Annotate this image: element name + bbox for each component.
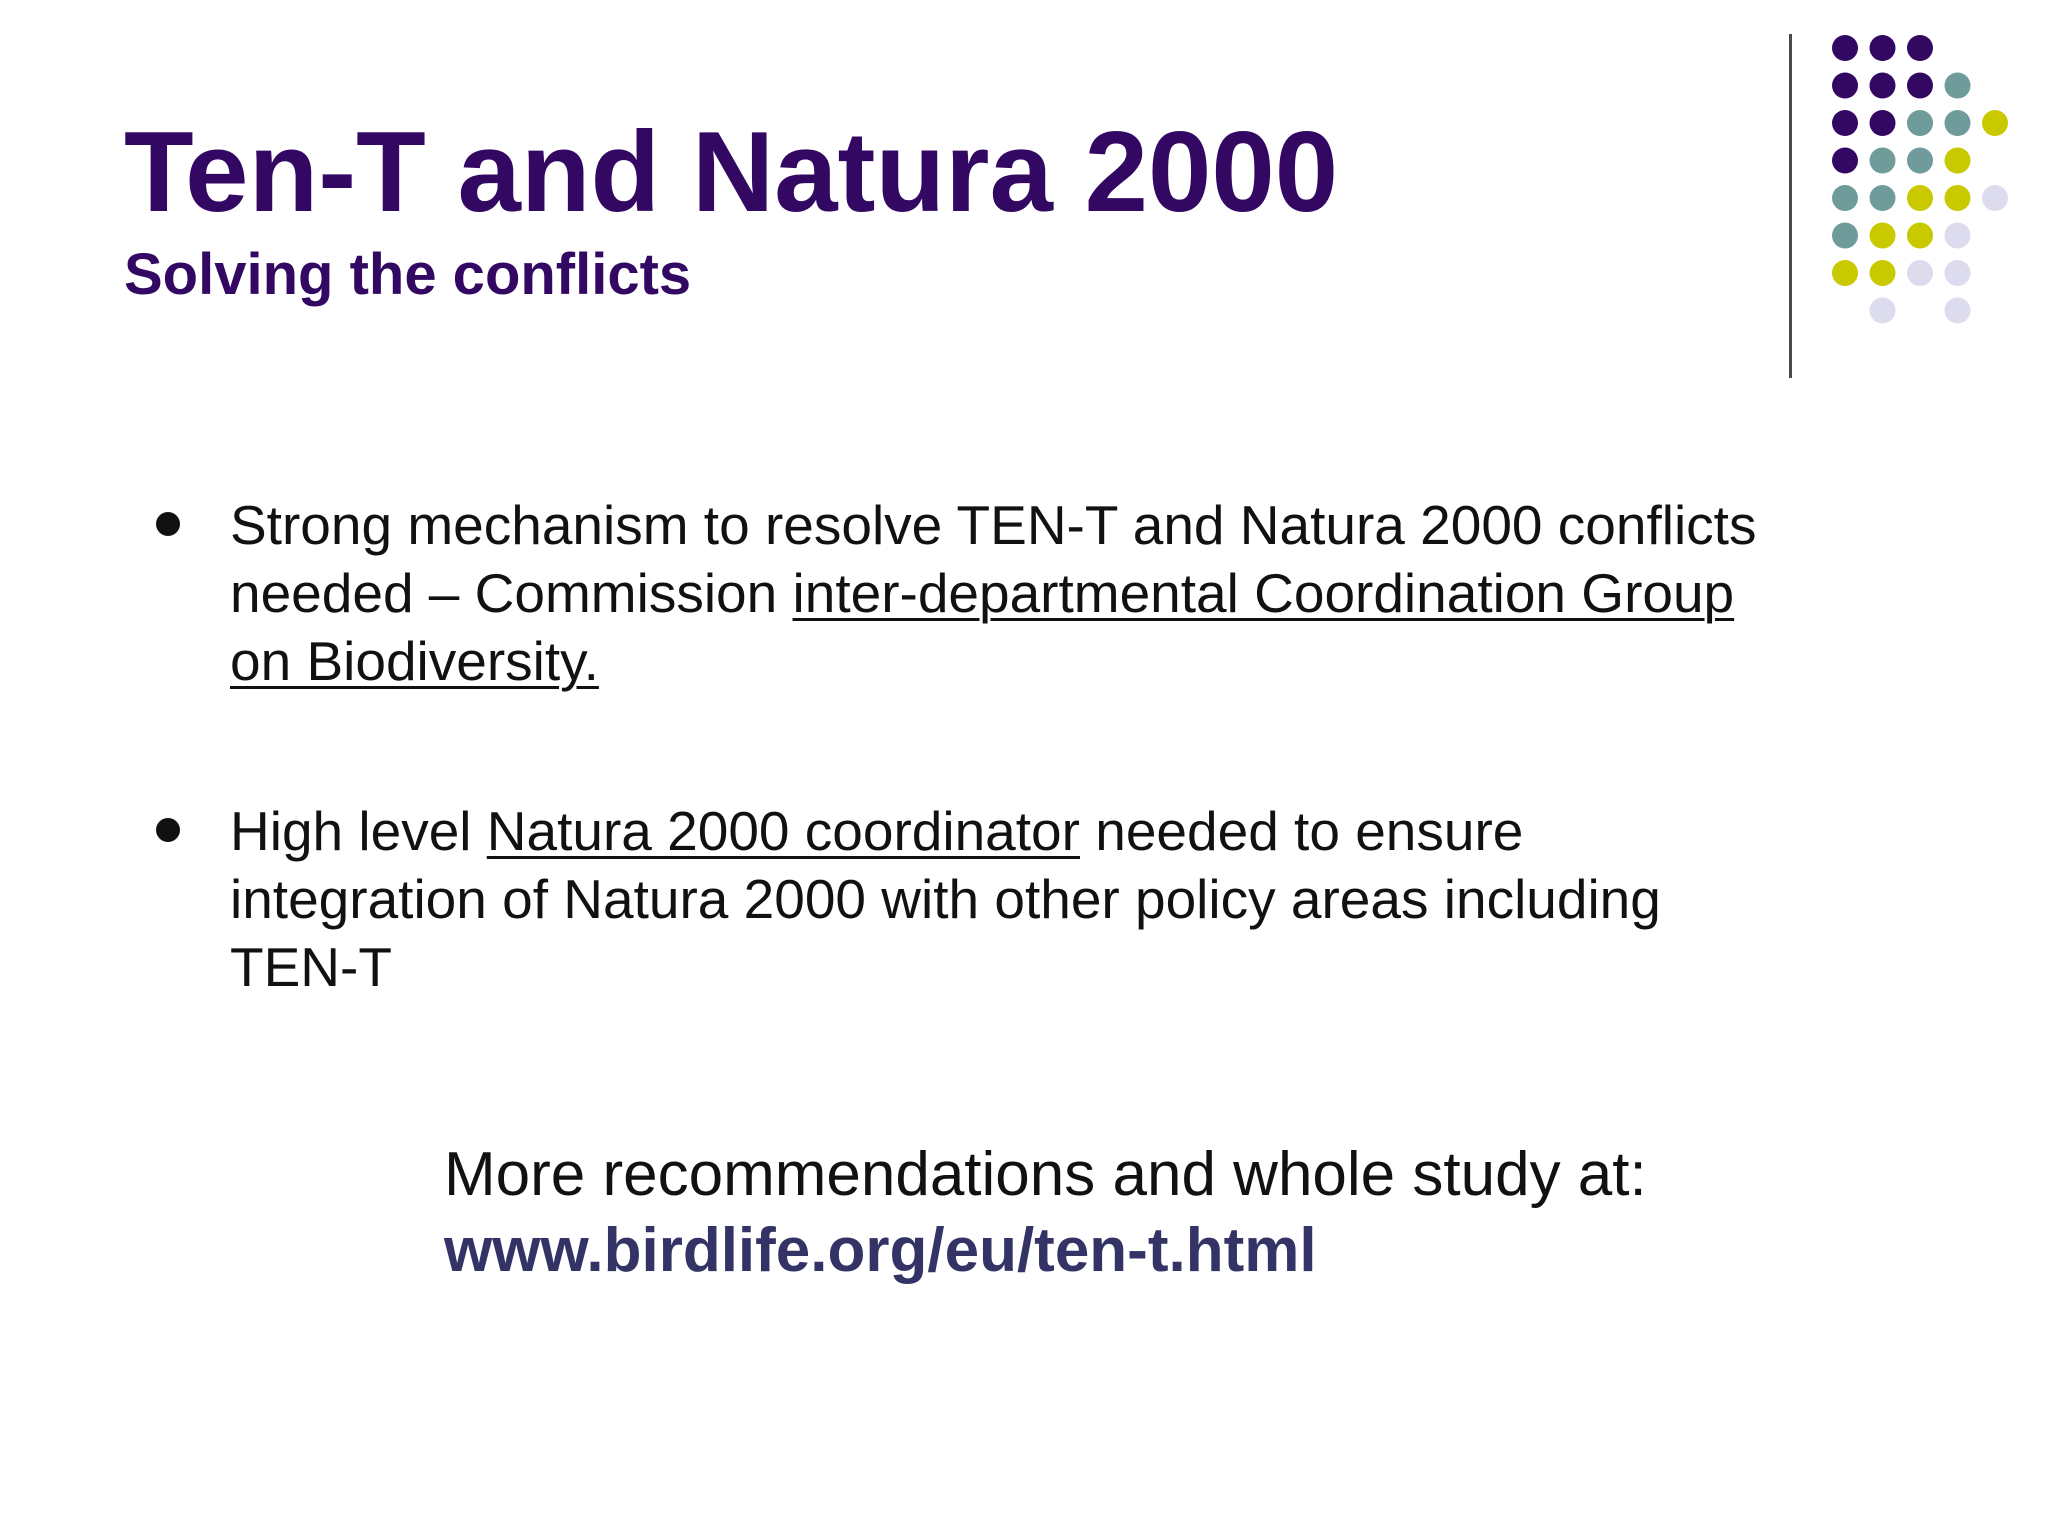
decorative-dot <box>1870 260 1896 286</box>
decorative-dot <box>1870 110 1896 136</box>
decorative-dot <box>1907 110 1933 136</box>
decorative-dot <box>1832 223 1858 249</box>
decorative-dot <box>1982 185 2008 211</box>
decorative-dot <box>1870 148 1896 174</box>
decorative-dot <box>1832 148 1858 174</box>
study-url-link[interactable]: www.birdlife.org/eu/ten-t.html <box>444 1216 1317 1285</box>
decorative-dot <box>1945 185 1971 211</box>
slide-subtitle: Solving the conflicts <box>124 242 692 307</box>
bullet-text: needed to ensure integration of Natura 2000 with other policy areas including TEN-T <box>230 800 1661 998</box>
bullet-marker-icon <box>156 818 180 842</box>
decorative-dot <box>1870 298 1896 324</box>
decorative-dot <box>1945 110 1971 136</box>
decorative-dot <box>1870 185 1896 211</box>
decorative-dot <box>1832 73 1858 99</box>
decorative-dot <box>1832 110 1858 136</box>
bullet-text: High level <box>230 800 487 862</box>
decorative-dot <box>1907 185 1933 211</box>
decorative-dot <box>1945 73 1971 99</box>
coordination-group-link[interactable]: inter-departmental Coordination Group on Biodiversity. <box>230 562 1735 692</box>
decorative-dot <box>1870 35 1896 61</box>
slide-title: Ten-T and Natura 2000 <box>124 109 1339 236</box>
bullet-item <box>230 491 1790 695</box>
decorative-dot <box>1945 298 1971 324</box>
bullet-text: Strong mechanism to resolve TEN-T and Natura 2000 conflicts needed – Commission <box>230 494 1757 624</box>
decorative-dot <box>1907 223 1933 249</box>
decorative-dot <box>1907 260 1933 286</box>
bullet-item <box>230 797 1790 1001</box>
decorative-dot <box>1832 260 1858 286</box>
bullet-marker-icon <box>156 512 180 536</box>
natura-coordinator-link[interactable]: Natura 2000 coordinator <box>486 800 1080 862</box>
decorative-dot <box>1907 35 1933 61</box>
decorative-dot <box>1982 110 2008 136</box>
decorative-dot <box>1945 223 1971 249</box>
decorative-dot <box>1832 185 1858 211</box>
decorative-dot <box>1907 148 1933 174</box>
dot-pattern-decoration <box>0 0 2048 340</box>
decorative-dot <box>1945 148 1971 174</box>
decorative-dot <box>1945 260 1971 286</box>
decorative-dot <box>1907 73 1933 99</box>
decorative-dot <box>1832 35 1858 61</box>
decorative-dot <box>1870 223 1896 249</box>
more-info-text: More recommendations and whole study at: <box>444 1140 1647 1209</box>
decorative-dot <box>1870 73 1896 99</box>
